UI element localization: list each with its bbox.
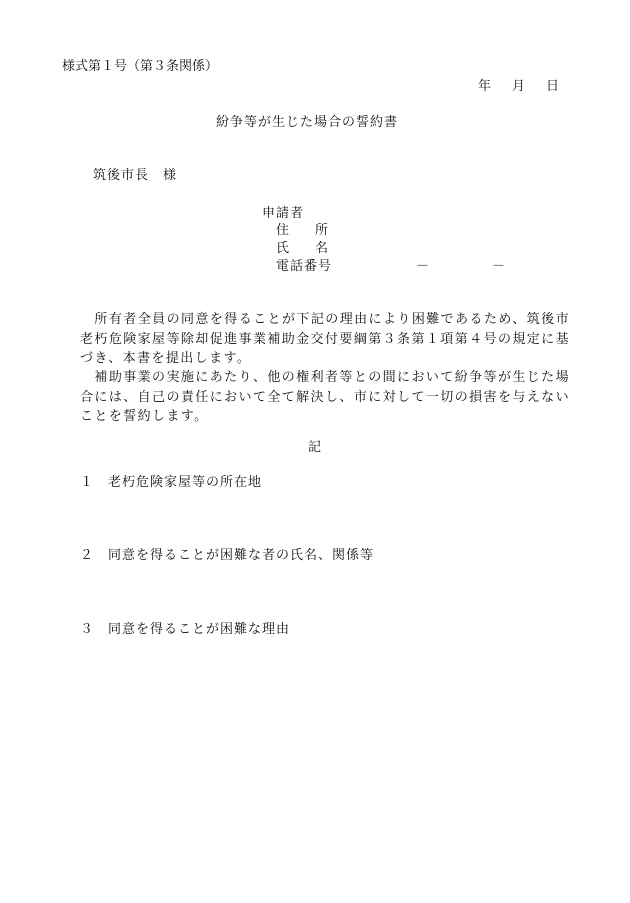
addressee: 筑後市長 様: [93, 168, 178, 183]
item-text: 老朽危険家屋等の所在地: [108, 475, 263, 490]
document-title: 紛争等が生じた場合の誓約書: [216, 115, 399, 130]
body-paragraph-2: 補助事業の実施にあたり、他の権利者等との間において紛争等が生じた場合には、自己の責任において全て解決し、市に対して一切の損害を与えないことを誓約します。: [80, 370, 570, 424]
item-number: １: [80, 475, 94, 490]
name-label: 氏 名: [276, 241, 329, 256]
applicant-heading: 申請者: [262, 206, 305, 221]
address-label: 住 所: [276, 223, 329, 238]
form-label: 様式第１号（第３条関係）: [62, 59, 219, 74]
phone-label: 電話番号: [276, 259, 333, 274]
item-number: ３: [80, 622, 94, 637]
date-line: 年 月 日: [478, 79, 564, 94]
phone-placeholder: － －: [416, 259, 512, 274]
item-text: 同意を得ることが困難な理由: [108, 622, 291, 637]
ki-heading: 記: [308, 440, 322, 455]
body-paragraph-1: 所有者全員の同意を得ることが下記の理由により困難であるため、筑後市老朽危険家屋等除却促進事業補助金交付要綱第３条第１項第４号の規定に基づき、本書を提出します。: [80, 312, 570, 366]
item-text: 同意を得ることが困難な者の氏名、関係等: [108, 548, 375, 563]
item-number: ２: [80, 548, 94, 563]
